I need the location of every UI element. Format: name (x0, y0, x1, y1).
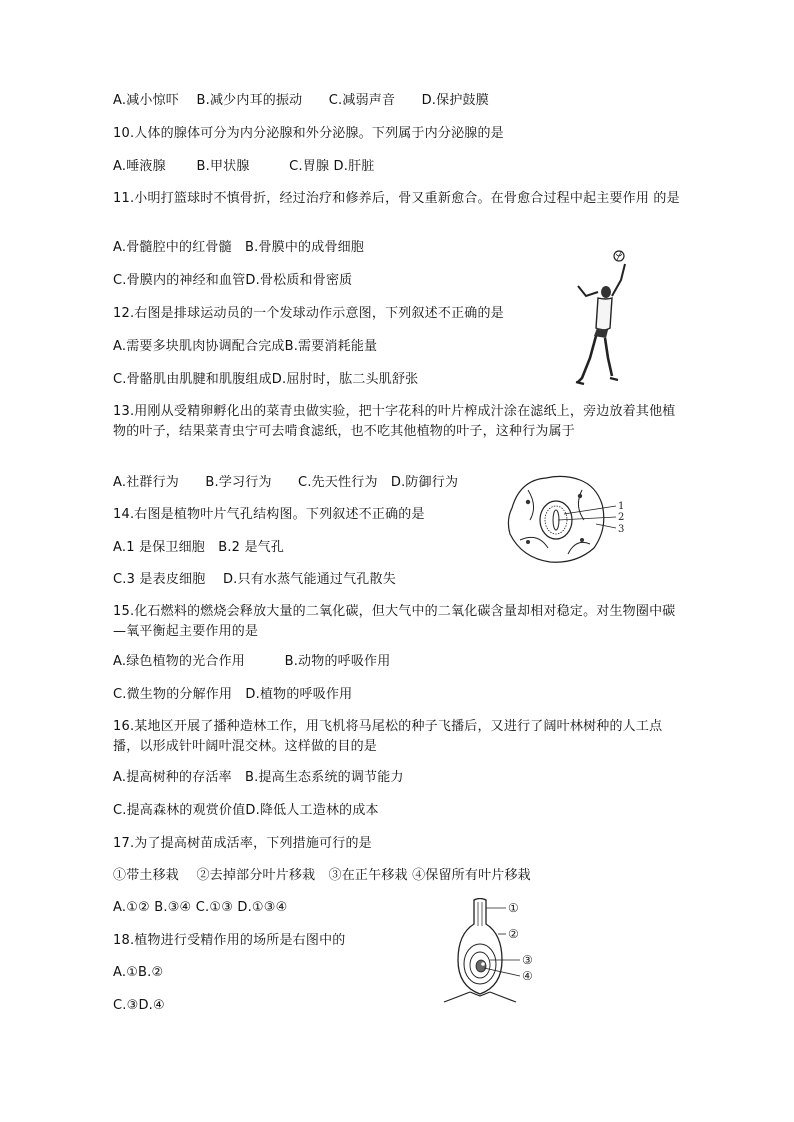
stoma-drawing (498, 470, 632, 570)
q9-options: A.减小惊吓 B.减少内耳的振动 C.减弱声音 D.保护鼓膜 (113, 93, 489, 108)
q18-options-cd: C.③D.④ (113, 998, 165, 1013)
q11-options-cd: C.骨膜内的神经和血管D.骨松质和骨密质 (113, 273, 353, 288)
q12-options-ab: A.需要多块肌肉协调配合完成B.需要消耗能量 (113, 339, 378, 354)
pistil-label-1: ① (508, 901, 519, 915)
q17-measures: ①带土移栽 ②去掉部分叶片移栽 ③在正午移栽 ④保留所有叶片移栽 (113, 868, 531, 883)
q15-stem: 15.化石燃料的燃烧会释放大量的二氧化碳，但大气中的二氧化碳含量却相对稳定。对生物圈中碳—氧平衡起主要作用的是 (113, 604, 676, 639)
q10-options: A.唾液腺 B.甲状腺 C.胃腺 D.肝脏 (113, 159, 375, 174)
pistil-figure (440, 898, 550, 1006)
q17-options: A.①② B.③④ C.①③ D.①③④ (113, 900, 288, 915)
q11-stem: 11.小明打篮球时不慎骨折，经过治疗和修养后，骨又重新愈合。在骨愈合过程中起主要作用 的是 (113, 191, 680, 206)
q13-options: A.社群行为 B.学习行为 C.先天性行为 D.防御行为 (113, 475, 459, 490)
q14-options-cd: C.3 是表皮细胞 D.只有水蒸气能通过气孔散失 (113, 572, 396, 587)
q12-stem: 12.右图是排球运动员的一个发球动作示意图，下列叙述不正确的是 (113, 306, 504, 321)
q14-options-ab: A.1 是保卫细胞 B.2 是气孔 (113, 540, 285, 555)
q18-stem: 18.植物进行受精作用的场所是右图中的 (113, 933, 346, 948)
pistil-label-4: ④ (522, 969, 533, 983)
stoma-label-3: 3 (618, 524, 625, 535)
pistil-drawing (440, 898, 550, 1006)
q12-options-cd: C.骨骼肌由肌腱和肌腹组成D.屈肘时，肱二头肌舒张 (113, 372, 419, 387)
pistil-label-2: ② (508, 927, 519, 941)
stoma-label-1: 1 (618, 501, 625, 512)
q11-options-ab: A.骨髓腔中的红骨髓 B.骨膜中的成骨细胞 (113, 240, 365, 255)
q15-options-cd: C.微生物的分解作用 D.植物的呼吸作用 (113, 687, 353, 702)
q16-options-cd: C.提高森林的观赏价值D.降低人工造林的成本 (113, 803, 379, 818)
q14-stem: 14.右图是植物叶片气孔结构图。下列叙述不正确的是 (113, 507, 425, 522)
stoma-label-2: 2 (618, 512, 625, 523)
pistil-label-3: ③ (522, 953, 533, 967)
q10-stem: 10.人体的腺体可分为内分泌腺和外分泌腺。下列属于内分泌腺的是 (113, 126, 504, 141)
volleyball-player-figure (568, 246, 640, 388)
q15-options-ab: A.绿色植物的光合作用 B.动物的呼吸作用 (113, 654, 391, 669)
q17-stem: 17.为了提高树苗成活率，下列措施可行的是 (113, 836, 372, 851)
q16-options-ab: A.提高树种的存活率 B.提高生态系统的调节能力 (113, 770, 404, 785)
q18-options-ab: A.①B.② (113, 965, 164, 980)
stoma-figure (498, 470, 632, 570)
q13-stem: 13.用刚从受精卵孵化出的菜青虫做实验，把十字花科的叶片榨成汁涂在滤纸上，旁边放着其他植物的叶子，结果菜青虫宁可去啃食滤纸，也不吃其他植物的叶子，这种行为属于 (113, 404, 676, 439)
volleyball-player-drawing (568, 246, 640, 388)
q16-stem: 16.某地区开展了播种造林工作，用飞机将马尾松的种子飞播后，又进行了阔叶林树种的人工点播，以形成针叶阔叶混交林。这样做的目的是 (113, 719, 663, 754)
